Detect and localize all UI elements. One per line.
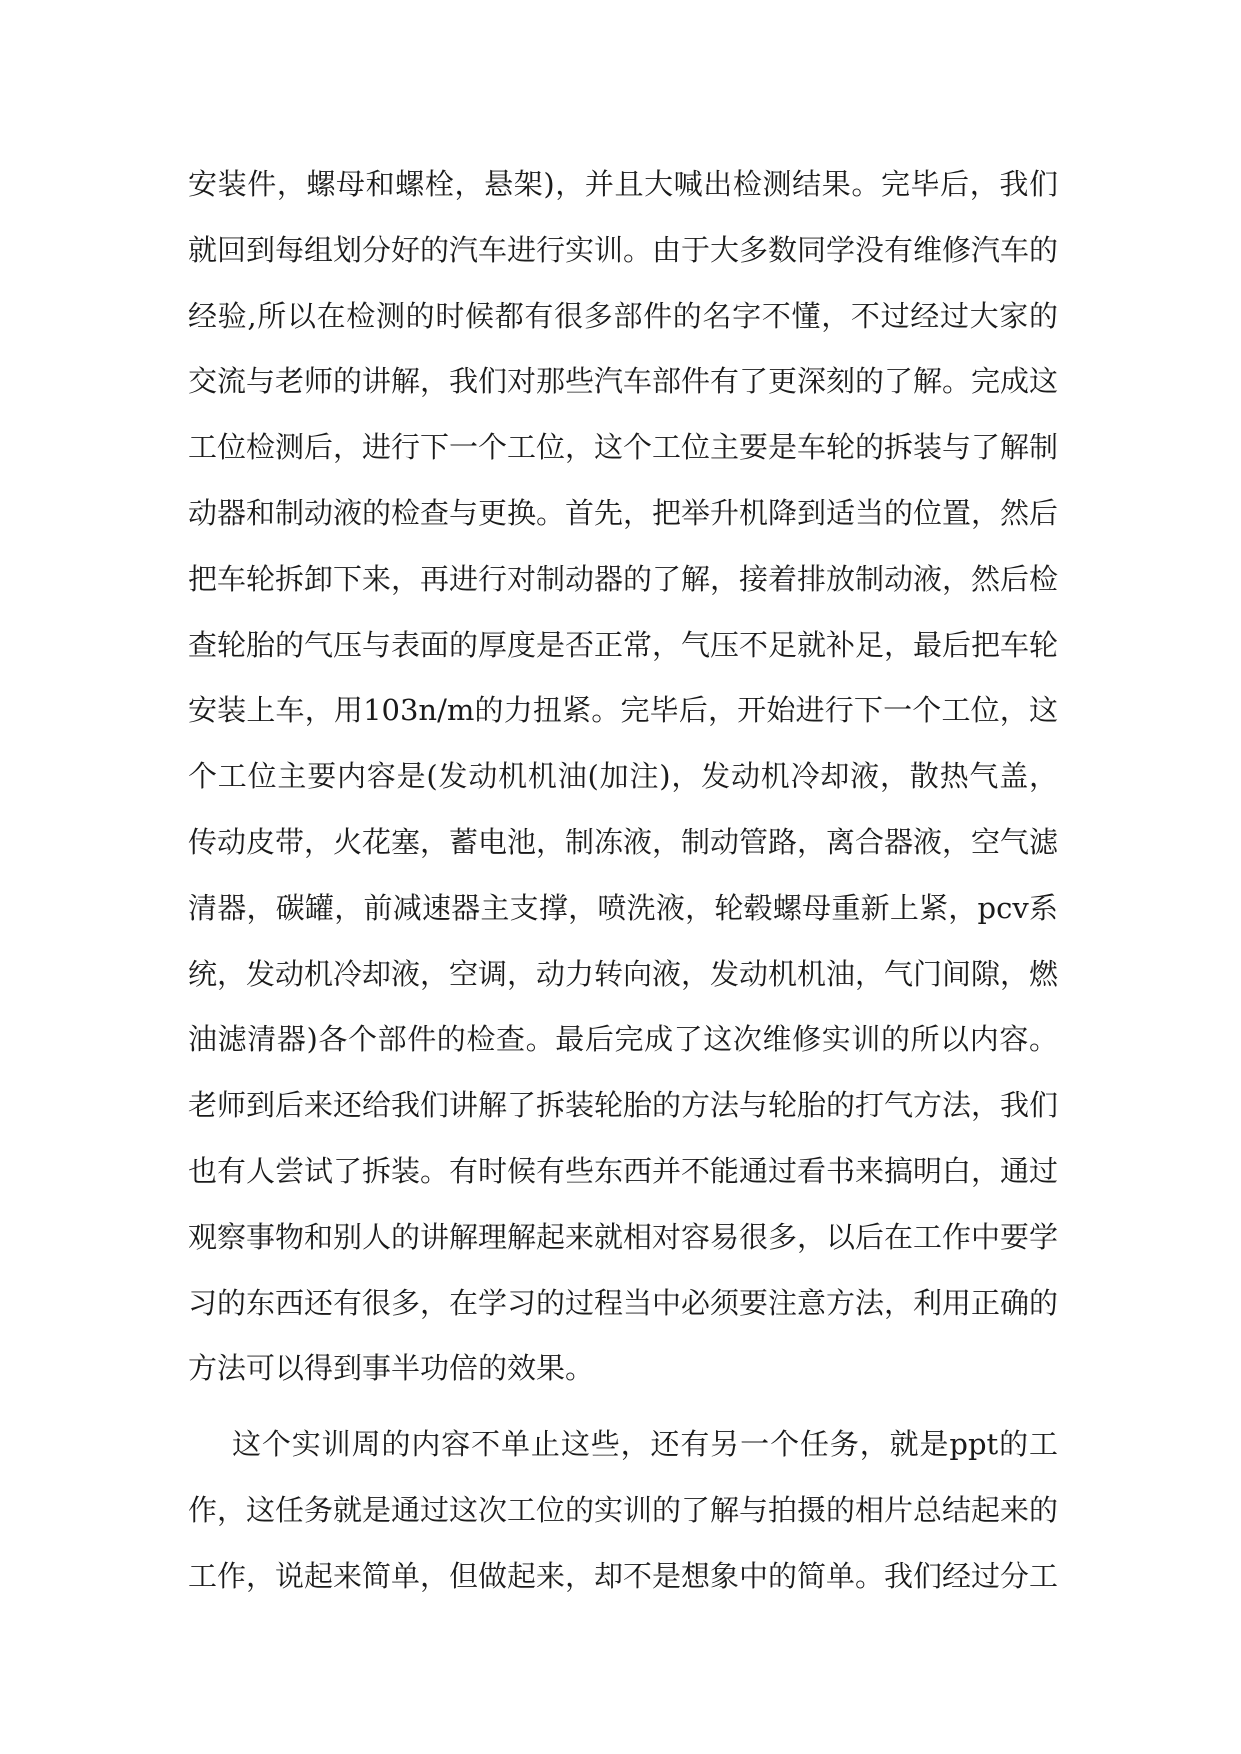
text-line-6: 动器和制动液的检查与更换。首先，把举升机降到适当的位置，然后	[188, 495, 1058, 530]
text-line-3: 经验,所以在检测的时候都有很多部件的名字不懂，不过经过大家的	[188, 298, 1058, 333]
text-line-19: 方法可以得到事半功倍的效果。	[188, 1351, 595, 1386]
text-line-16: 也有人尝试了拆装。有时候有些东西并不能通过看书来搞明白，通过	[188, 1153, 1058, 1188]
text-line-15: 老师到后来还给我们讲解了拆装轮胎的方法与轮胎的打气方法，我们	[188, 1088, 1058, 1123]
text-line-7: 把车轮拆卸下来，再进行对制动器的了解，接着排放制动液，然后检	[188, 561, 1058, 596]
text-line-13: 统，发动机冷却液，空调，动力转向液，发动机机油，气门间隙，燃	[188, 956, 1058, 991]
text-line-18: 习的东西还有很多，在学习的过程当中必须要注意方法，利用正确的	[188, 1285, 1058, 1320]
text-line-1: 安装件，螺母和螺栓，悬架)，并且大喊出检测结果。完毕后，我们	[188, 167, 1058, 201]
text-line-14: 油滤清器)各个部件的检查。最后完成了这次维修实训的所以内容。	[188, 1022, 1058, 1057]
text-line-4: 交流与老师的讲解，我们对那些汽车部件有了更深刻的了解。完成这	[188, 364, 1058, 399]
text-line-17: 观察事物和别人的讲解理解起来就相对容易很多，以后在工作中要学	[188, 1219, 1058, 1254]
text-line-2: 就回到每组划分好的汽车进行实训。由于大多数同学没有维修汽车的	[188, 232, 1058, 267]
text-line-11: 传动皮带，火花塞，蓄电池，制冻液，制动管路，离合器液，空气滤	[188, 824, 1058, 859]
text-line-10: 个工位主要内容是(发动机机油(加注)，发动机冷却液，散热气盖，	[188, 759, 1058, 794]
text-line-21: 作，这任务就是通过这次工位的实训的了解与拍摄的相片总结起来的	[188, 1492, 1058, 1527]
text-line-8: 查轮胎的气压与表面的厚度是否正常，气压不足就补足，最后把车轮	[188, 627, 1058, 662]
text-line-9: 安装上车，用103n/m的力扭紧。完毕后，开始进行下一个工位，这	[188, 693, 1058, 728]
text-line-20: 这个实训周的内容不单止这些，还有另一个任务，就是ppt的工	[232, 1427, 1058, 1462]
text-line-5: 工位检测后，进行下一个工位，这个工位主要是车轮的拆装与了解制	[188, 430, 1058, 465]
text-line-22: 工作，说起来简单，但做起来，却不是想象中的简单。我们经过分工	[188, 1558, 1058, 1593]
body-text	[188, 152, 1058, 1610]
text-line-12: 清器，碳罐，前减速器主支撑，喷洗液，轮毂螺母重新上紧，pcv系	[188, 890, 1058, 925]
